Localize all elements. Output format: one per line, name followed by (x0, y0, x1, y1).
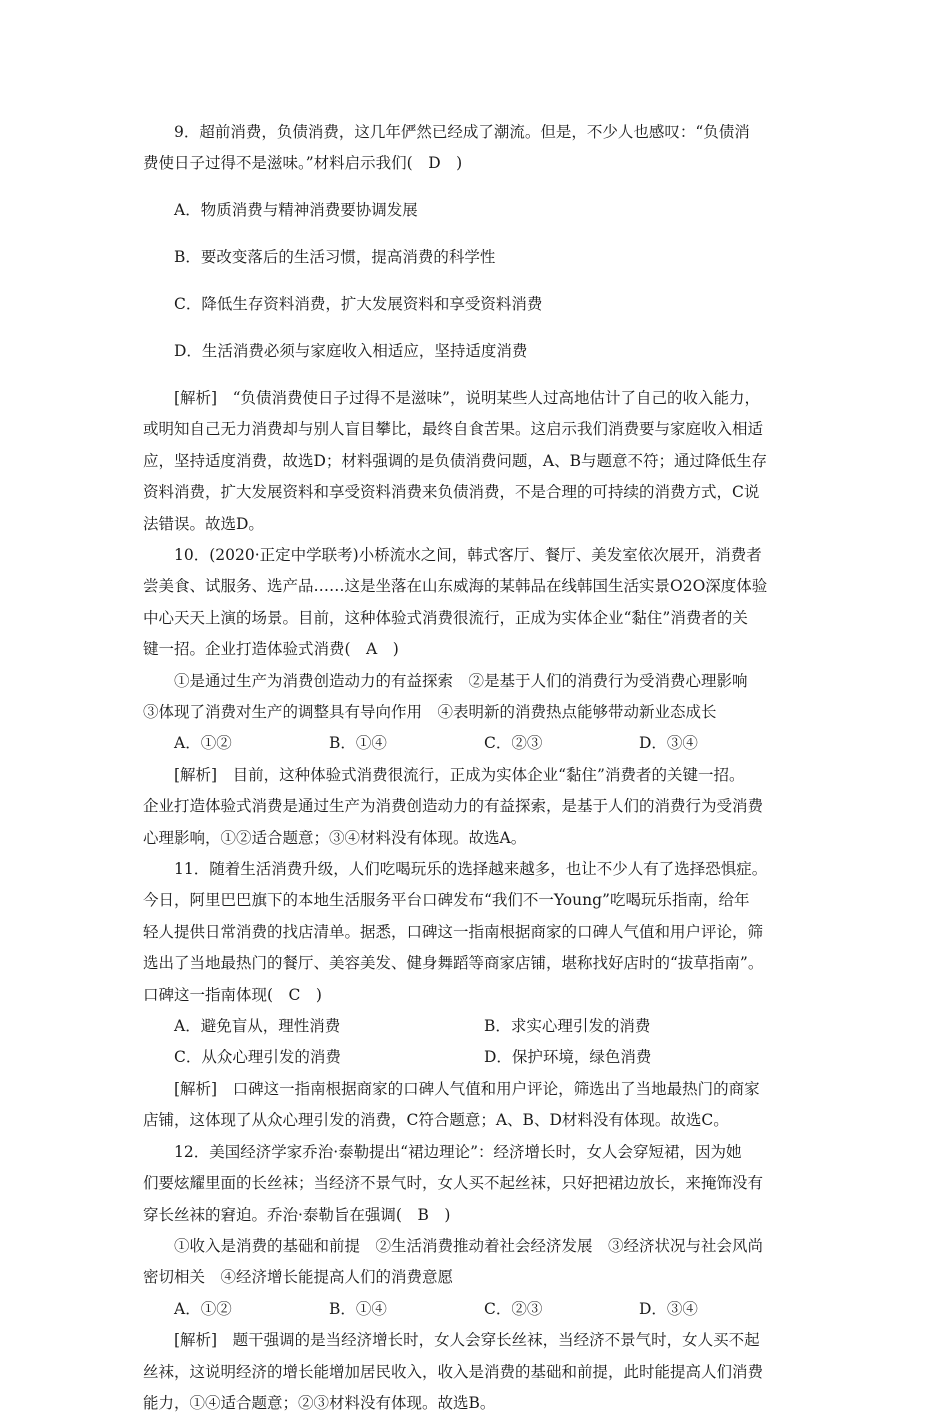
q9-option-b: B．要改变落后的生活习惯，提高消费的科学性 (174, 248, 496, 267)
q9-stem-line2: 费使日子过得不是滋味。”材料启示我们( D ) (143, 154, 463, 173)
q11-analysis-line1: [解析] 口碑这一指南根据商家的口碑人气值和用户评论，筛选出了当地最热门的商家 (174, 1079, 760, 1098)
q10-choice-a: A．①② (174, 734, 232, 753)
q10-statements-line1: ①是通过生产为消费创造动力的有益探索 ②是基于人们的消费行为受消费心理影响 (174, 671, 748, 690)
q12-stem-line3: 穿长丝袜的窘迫。乔治·泰勒旨在强调( B ) (143, 1205, 451, 1224)
q11-choice-d: D．保护环境，绿色消费 (484, 1048, 652, 1067)
q11-choice-b: B．求实心理引发的消费 (484, 1017, 651, 1036)
q9-option-a: A．物质消费与精神消费要协调发展 (174, 201, 418, 220)
q10-choice-c: C．②③ (484, 734, 543, 753)
q9-option-d: D．生活消费必须与家庭收入相适应，坚持适度消费 (174, 342, 528, 361)
q12-analysis-line3: 能力，①④适合题意；②③材料没有体现。故选B。 (143, 1393, 496, 1412)
q10-analysis-line3: 心理影响，①②适合题意；③④材料没有体现。故选A。 (143, 828, 527, 847)
document-page (143, 117, 823, 1419)
q11-stem-line5: 口碑这一指南体现( C ) (143, 985, 322, 1004)
q12-statements-line2: 密切相关 ④经济增长能提高人们的消费意愿 (143, 1268, 454, 1287)
q10-statements-line2: ③体现了消费对生产的调整具有导向作用 ④表明新的消费热点能够带动新业态成长 (143, 703, 717, 721)
q11-choice-a: A．避免盲从，理性消费 (174, 1017, 341, 1036)
question-9 (143, 117, 823, 540)
question-10 (143, 540, 823, 854)
q11-choices-row1 (143, 1011, 823, 1042)
q10-stem-line1: 10．(2020·正定中学联考)小桥流水之间，韩式客厅、餐厅、美发室依次展开，消费者 (174, 545, 762, 564)
q11-analysis-line2: 店铺，这体现了从众心理引发的消费，C符合题意；A、B、D材料没有体现。故选C。 (143, 1111, 729, 1130)
q10-choices (143, 728, 823, 759)
q11-stem-line2: 今日，阿里巴巴旗下的本地生活服务平台口碑发布“我们不一Young”吃喝玩乐指南，给年 (143, 891, 750, 910)
q12-analysis-line1: [解析] 题干强调的是当经济增长时，女人会穿长丝袜，当经济不景气时，女人买不起 (174, 1331, 760, 1350)
q12-choice-c: C．②③ (484, 1299, 543, 1318)
q10-stem-line4: 键一招。企业打造体验式消费( A ) (143, 640, 399, 659)
q10-analysis-line2: 企业打造体验式消费是通过生产为消费创造动力的有益探索，是基于人们的消费行为受消费 (143, 797, 764, 816)
q11-stem-line4: 选出了当地最热门的餐厅、美容美发、健身舞蹈等商家店铺，堪称找好店时的“拔草指南”。 (143, 954, 764, 973)
question-11 (143, 854, 823, 1137)
q12-choice-b: B．①④ (329, 1299, 387, 1318)
q12-analysis-line2: 丝袜，这说明经济的增长能增加居民收入，收入是消费的基础和前提，此时能提高人们消费 (143, 1362, 764, 1381)
q9-analysis-line1: [解析] “负债消费使日子过得不是滋味”，说明某些人过高地估计了自己的收入能力， (174, 388, 760, 407)
q10-choice-d: D．③④ (639, 734, 698, 753)
q12-choices (143, 1294, 823, 1325)
q11-choices-row2 (143, 1042, 823, 1073)
q10-stem-line2: 尝美食、试服务、选产品……这是坐落在山东威海的某韩品在线韩国生活实景O2O深度体验 (143, 577, 768, 596)
q10-analysis-line1: [解析] 目前，这种体验式消费很流行，正成为实体企业“黏住”消费者的关键一招。 (174, 765, 745, 784)
q12-stem-line2: 们要炫耀里面的长丝袜；当经济不景气时，女人买不起丝袜，只好把裙边放长，来掩饰没有 (143, 1174, 764, 1193)
q11-stem-line3: 轻人提供日常消费的找店清单。据悉，口碑这一指南根据商家的口碑人气值和用户评论，筛 (143, 922, 764, 941)
q10-stem-line3: 中心天天上演的场景。目前，这种体验式消费很流行，正成为实体企业“黏住”消费者的关 (143, 608, 748, 627)
q12-choice-a: A．①② (174, 1299, 232, 1318)
q11-choice-c: C．从众心理引发的消费 (174, 1048, 341, 1067)
q9-analysis-line5: 法错误。故选D。 (143, 514, 264, 533)
q11-stem-line1: 11．随着生活消费升级，人们吃喝玩乐的选择越来越多，也让不少人有了选择恐惧症。 (174, 860, 768, 879)
question-12 (143, 1137, 823, 1419)
q10-choice-b: B．①④ (329, 734, 387, 753)
q9-stem-line1: 9．超前消费，负债消费，这几年俨然已经成了潮流。但是，不少人也感叹：“负债消 (174, 123, 750, 141)
q9-analysis-line4: 资料消费，扩大发展资料和享受资料消费来负债消费，不是合理的可持续的消费方式，C说 (143, 483, 760, 502)
q12-stem-line1: 12．美国经济学家乔治·泰勒提出“裙边理论”：经济增长时，女人会穿短裙，因为她 (174, 1142, 742, 1161)
q9-analysis-line2: 或明知自己无力消费却与别人盲目攀比，最终自食苦果。这启示我们消费要与家庭收入相适 (143, 420, 764, 439)
q9-option-c: C．降低生存资料消费，扩大发展资料和享受资料消费 (174, 295, 543, 314)
q12-choice-d: D．③④ (639, 1299, 698, 1318)
q12-statements-line1: ①收入是消费的基础和前提 ②生活消费推动着社会经济发展 ③经济状况与社会风尚 (174, 1236, 764, 1255)
q9-analysis-line3: 应，坚持适度消费，故选D；材料强调的是负债消费问题，A、B与题意不符；通过降低生存 (143, 451, 768, 470)
